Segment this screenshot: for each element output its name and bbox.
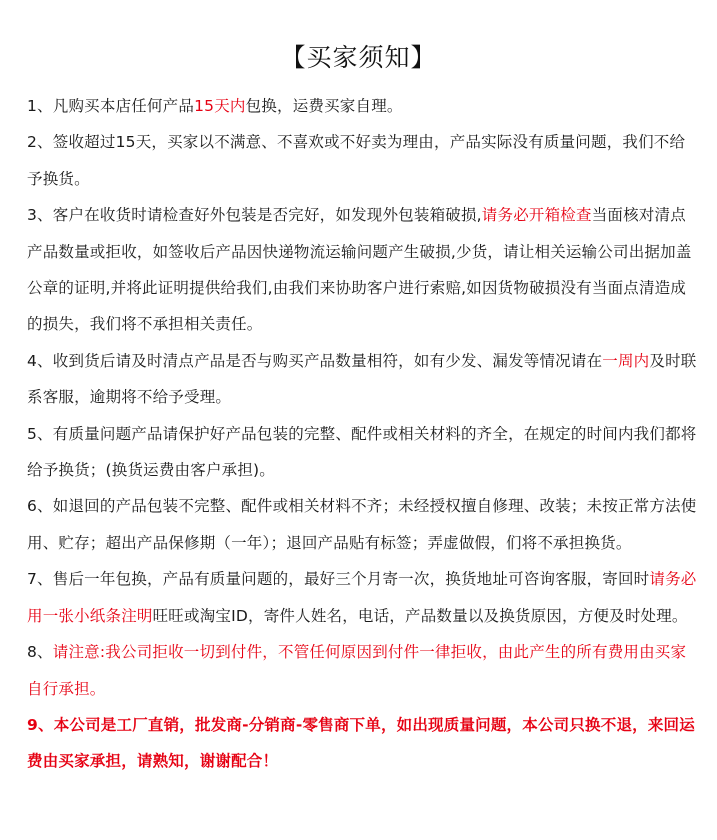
item-number: 3、 xyxy=(27,206,53,225)
notice-item-9 xyxy=(27,707,699,780)
item-text: 售后一年包换，产品有质量问题的，最好三个月寄一次，换货地址可咨询客服，寄回时 xyxy=(52,570,650,589)
notice-item-6 xyxy=(27,488,699,561)
item-number: 9、 xyxy=(27,715,54,734)
item-text: 当面核对清点产品数量或拒收，如签收后产品因快递物流运输问题产生破损,少货，请让相关运输公司出据加盖公章的证明,并将此证明提供给我们,由我们来协助客户进行索赔,如因货物破损没有当面点清造成的损失，我们将不承担相关责任。 xyxy=(27,206,692,334)
item-number: 5、 xyxy=(27,424,53,443)
notice-item-7 xyxy=(27,561,699,634)
notice-item-4 xyxy=(27,343,699,416)
item-text: 有质量问题产品请保护好产品包装的完整、配件或相关材料的齐全，在规定的时间内我们都将给予换货；(换货运费由客户承担)。 xyxy=(27,424,697,480)
notice-item-2 xyxy=(27,124,699,197)
item-number: 4、 xyxy=(27,351,53,370)
highlight-text: 一周内 xyxy=(602,351,650,370)
item-number: 1、 xyxy=(27,97,53,115)
item-text: 签收超过15天，买家以不满意、不喜欢或不好卖为理由，产品实际没有质量问题，我们不给予换货。 xyxy=(27,133,686,188)
item-text: 客户在收货时请检查好外包装是否完好，如发现外包装箱破损, xyxy=(52,206,482,225)
page-title: 【买家须知】 xyxy=(280,43,437,72)
highlight-text: 15天内 xyxy=(194,97,246,115)
item-text: 凡购买本店任何产品 xyxy=(52,97,195,115)
highlight-text: 请务必开箱检查 xyxy=(481,206,592,225)
item-text: 及时联系客服，逾期将不给予受理。 xyxy=(27,351,697,407)
item-number: 7、 xyxy=(27,570,53,589)
notice-item-5 xyxy=(27,416,699,489)
item-number: 2、 xyxy=(27,133,53,152)
notice-list xyxy=(27,88,699,780)
notice-item-3 xyxy=(27,197,699,343)
notice-item-8 xyxy=(27,634,699,707)
item-number: 6、 xyxy=(27,497,53,516)
item-text: 包换，运费买家自理。 xyxy=(245,97,403,115)
item-number: 8、 xyxy=(27,643,53,662)
item-text: 收到货后请及时清点产品是否与购买产品数量相符，如有少发、漏发等情况请在 xyxy=(52,351,603,370)
highlight-text: 本公司是工厂直销，批发商-分销商-零售商下单，如出现质量问题，本公司只换不退，来回运费由买家承担，请熟知，谢谢配合！ xyxy=(27,715,695,771)
item-text: 如退回的产品包装不完整、配件或相关材料不齐；未经授权擅自修理、改装；未按正常方法使用、贮存；超出产品保修期（一年）；退回产品贴有标签；弄虚做假，们将不承担换货。 xyxy=(27,497,697,552)
highlight-text: 请注意:我公司拒收一切到付件，不管任何原因到付件一律拒收，由此产生的所有费用由买家自行承担。 xyxy=(27,643,687,698)
item-text: 旺旺或淘宝ID，寄件人姓名，电话，产品数量以及换货原因，方便及时处理。 xyxy=(152,606,688,625)
notice-item-1 xyxy=(27,88,699,124)
highlight-text: 请务必用一张小纸条注明 xyxy=(27,570,697,625)
